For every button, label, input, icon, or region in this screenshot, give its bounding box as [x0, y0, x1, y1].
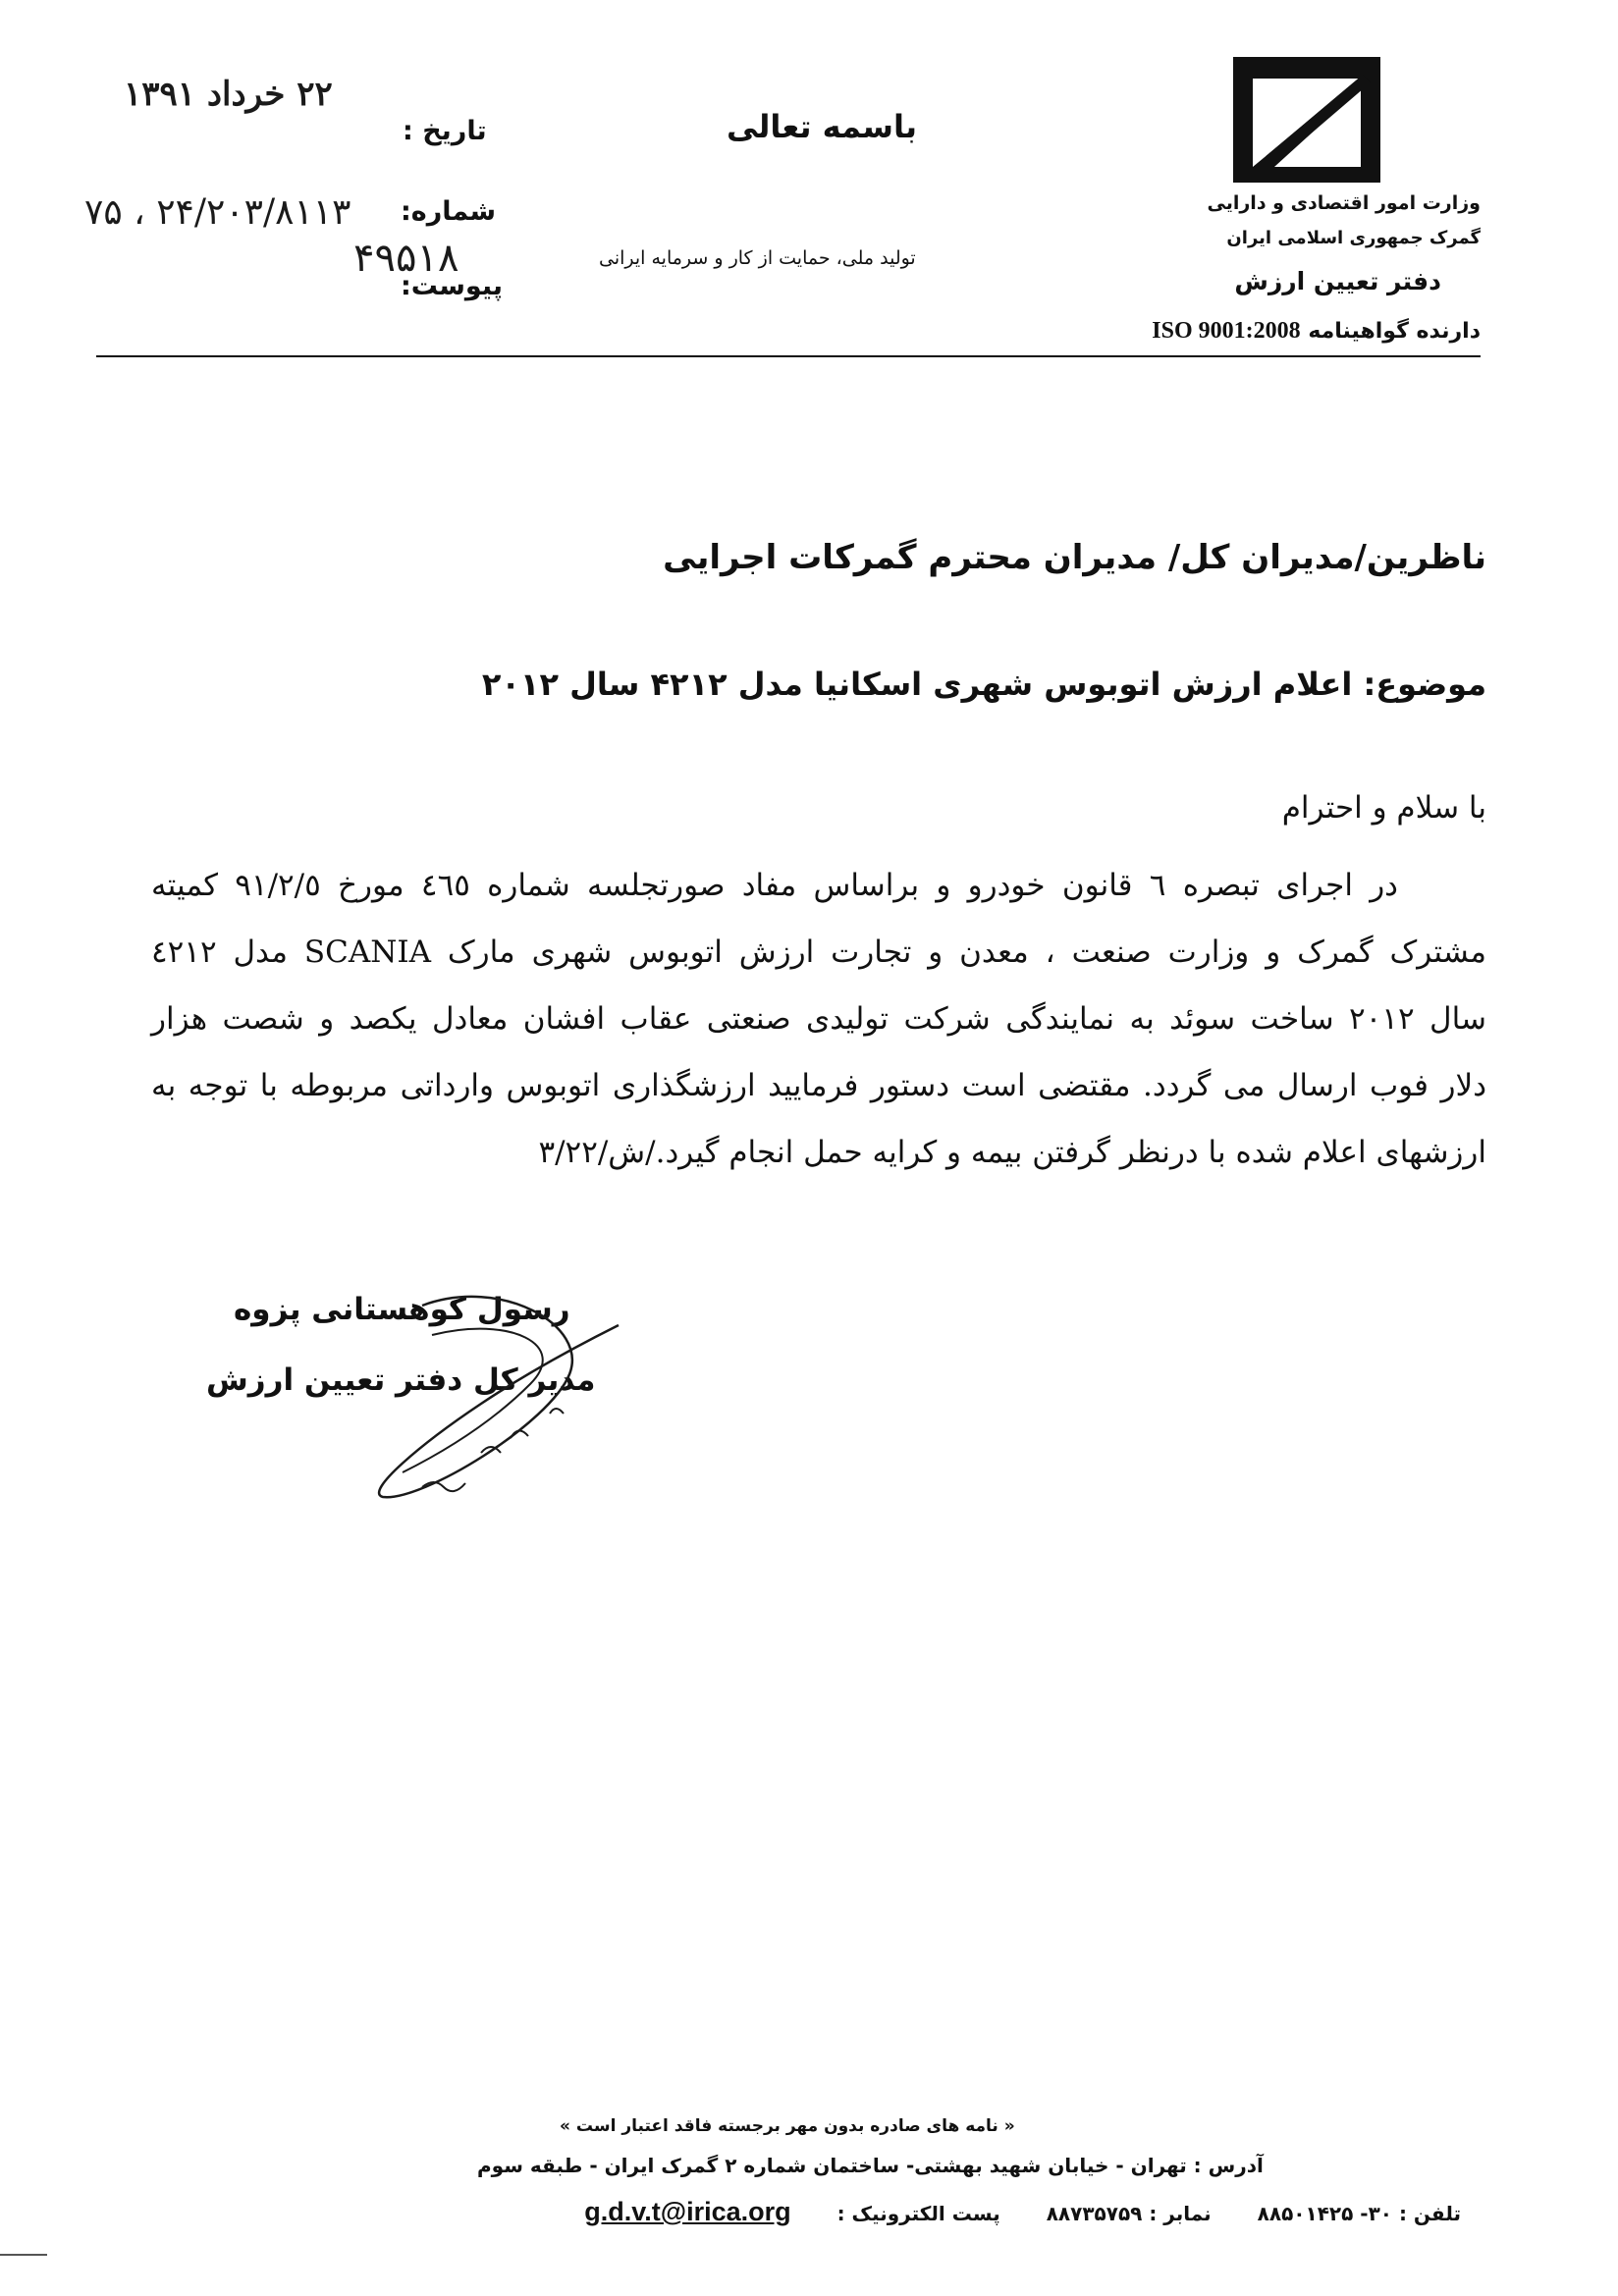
- attachment-label: پیوست:: [401, 271, 504, 301]
- page-edge-mark: [0, 2254, 47, 2256]
- footer-email-label: پست الکترونیک :: [836, 2202, 1000, 2225]
- greeting: با سلام و احترام: [1281, 790, 1486, 826]
- handwritten-date: ۲۲ خرداد ۱۳۹۱: [124, 75, 333, 114]
- number-label: شماره:: [401, 196, 497, 227]
- handwritten-signature: [363, 1266, 687, 1522]
- body-line: در اجرای تبصره ٦ قانون خودرو و براساس مفاد صورتجلسه شماره ٤٦٥ مورخ ٩١/٢/٥ کمیته: [151, 868, 1398, 903]
- handwritten-attachment: ۴۹۵۱۸: [353, 236, 459, 281]
- certificate-line: [1152, 318, 1481, 345]
- subject-line: موضوع: اعلام ارزش اتوبوس شهری اسکانیا مدل ۴۲۱۲ سال ۲۰۱۲: [481, 666, 1486, 703]
- letter-body: [151, 852, 1486, 1186]
- addressee: ناظرین/مدیران کل/ مدیران محترم گمرکات اجرایی: [663, 538, 1486, 577]
- body-line: مشترک گمرک و وزارت صنعت ، معدن و تجارت ارزش اتوبوس شهری مارک SCANIA مدل ٤٢١٢: [151, 934, 1486, 970]
- body-line: دلار فوب ارسال می گردد. مقتضی است دستور فرمایید ارزشگذاری اتوبوس وارداتی مربوطه با توجه به: [151, 1068, 1486, 1103]
- customs-logo: [1223, 51, 1390, 188]
- office-name: دفتر تعیین ارزش: [1234, 267, 1441, 295]
- footer-contact: [545, 2197, 1461, 2227]
- handwritten-number: ۲۴/۲۰۳/۸۱۱۳ ، ۷۵: [84, 192, 351, 233]
- footer-email-link[interactable]: g.d.v.t@irica.org: [584, 2197, 791, 2226]
- footer-address: آدرس : تهران - خیابان شهید بهشتی- ساختمان شماره ۲ گمرک ایران - طبقه سوم: [477, 2154, 1264, 2177]
- footer-phone: تلفن : ۳۰- ۸۸۵۰۱۴۲۵: [1257, 2202, 1461, 2225]
- body-line: ارزشهای اعلام شده با درنظر گرفتن بیمه و کرایه حمل انجام گیرد./ش/٣/٢٢: [538, 1135, 1486, 1170]
- date-label: تاریخ :: [403, 116, 487, 146]
- ministry-name: وزارت امور اقتصادی و دارایی: [1207, 192, 1481, 214]
- header-divider: [96, 355, 1481, 357]
- iso-code: ISO 9001:2008: [1152, 318, 1301, 344]
- signer-name: رسول کوهستانی پزوه: [234, 1292, 570, 1327]
- body-line: سال ٢٠١٢ ساخت سوئد به نمایندگی شرکت تولیدی صنعتی عقاب افشان معادل یکصد و شصت هزار: [151, 1001, 1486, 1037]
- signer-title: مدیر کل دفتر تعیین ارزش: [206, 1362, 596, 1398]
- customs-name: گمرک جمهوری اسلامی ایران: [1226, 228, 1481, 248]
- slogan: تولید ملی، حمایت از کار و سرمایه ایرانی: [599, 247, 916, 269]
- footer-fax: نمابر : ۸۸۷۳۵۷۵۹: [1046, 2202, 1212, 2225]
- certificate-label: دارنده گواهینامه: [1308, 319, 1481, 344]
- basmala: باسمه تعالی: [727, 108, 917, 145]
- footer-note: « نامه های صادره بدون مهر برجسته فاقد اعتبار است »: [560, 2116, 1015, 2136]
